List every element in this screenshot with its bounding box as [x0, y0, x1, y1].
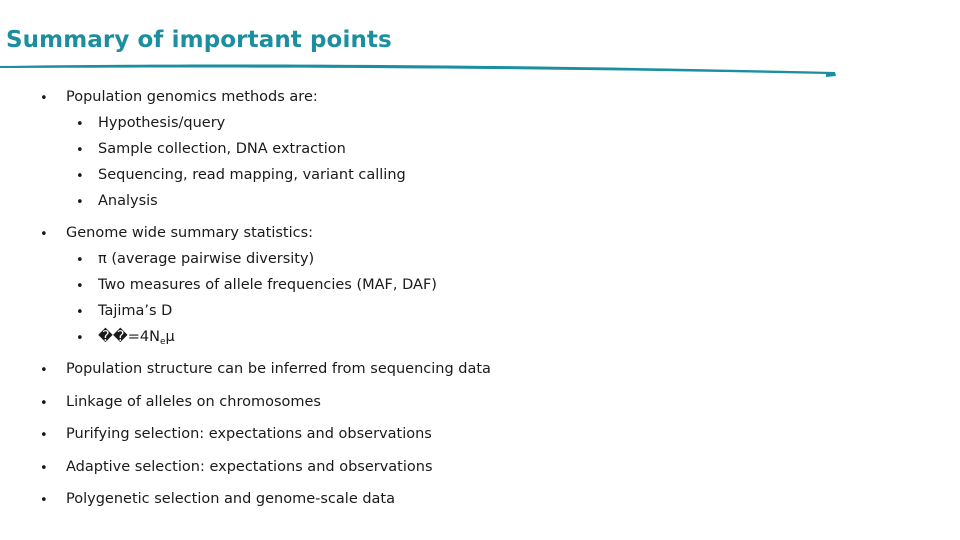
sub-list-item: Analysis	[98, 193, 158, 209]
sub-list-item: Sample collection, DNA extraction	[98, 141, 346, 157]
list-item: Genome wide summary statistics:	[66, 225, 314, 241]
bullet-icon: •	[40, 363, 48, 378]
list-item: Adaptive selection: expectations and observations	[66, 459, 433, 475]
bullet-icon: •	[76, 169, 84, 184]
theta-formula	[98, 329, 175, 347]
bullet-icon: •	[76, 305, 84, 320]
sub-list-item: Tajima’s D	[98, 303, 173, 319]
sub-list-item: Two measures of allele frequencies (MAF, DAF)	[98, 277, 437, 293]
bullet-icon: •	[40, 493, 48, 508]
list-item: Polygenetic selection and genome-scale data	[66, 491, 396, 507]
list-item: Population genomics methods are:	[66, 89, 318, 105]
bullet-icon: •	[40, 227, 48, 242]
bullet-icon: •	[76, 143, 84, 158]
list-item: Linkage of alleles on chromosomes	[66, 394, 321, 410]
list-item: Purifying selection: expectations and observations	[66, 426, 432, 442]
bullet-icon: •	[76, 253, 84, 268]
bullet-icon: •	[40, 91, 48, 106]
bullet-icon: •	[76, 331, 84, 346]
page-title: Summary of important points	[6, 27, 392, 53]
bullet-icon: •	[76, 195, 84, 210]
bullet-icon: •	[40, 461, 48, 476]
bullet-icon: •	[76, 117, 84, 132]
bullet-icon: •	[40, 396, 48, 411]
formula-equals: =4N	[127, 329, 160, 345]
bullet-icon: •	[76, 279, 84, 294]
sub-list-item: Sequencing, read mapping, variant calling	[98, 167, 406, 183]
sub-list-item: π (average pairwise diversity)	[98, 251, 315, 267]
sub-list-item: Hypothesis/query	[98, 115, 226, 131]
formula-subscript: e	[159, 337, 166, 347]
formula-mu: μ	[165, 329, 175, 345]
list-item: Population structure can be inferred from sequencing data	[66, 361, 491, 377]
theta-glyph: ��	[98, 329, 128, 345]
bullet-icon: •	[40, 428, 48, 443]
